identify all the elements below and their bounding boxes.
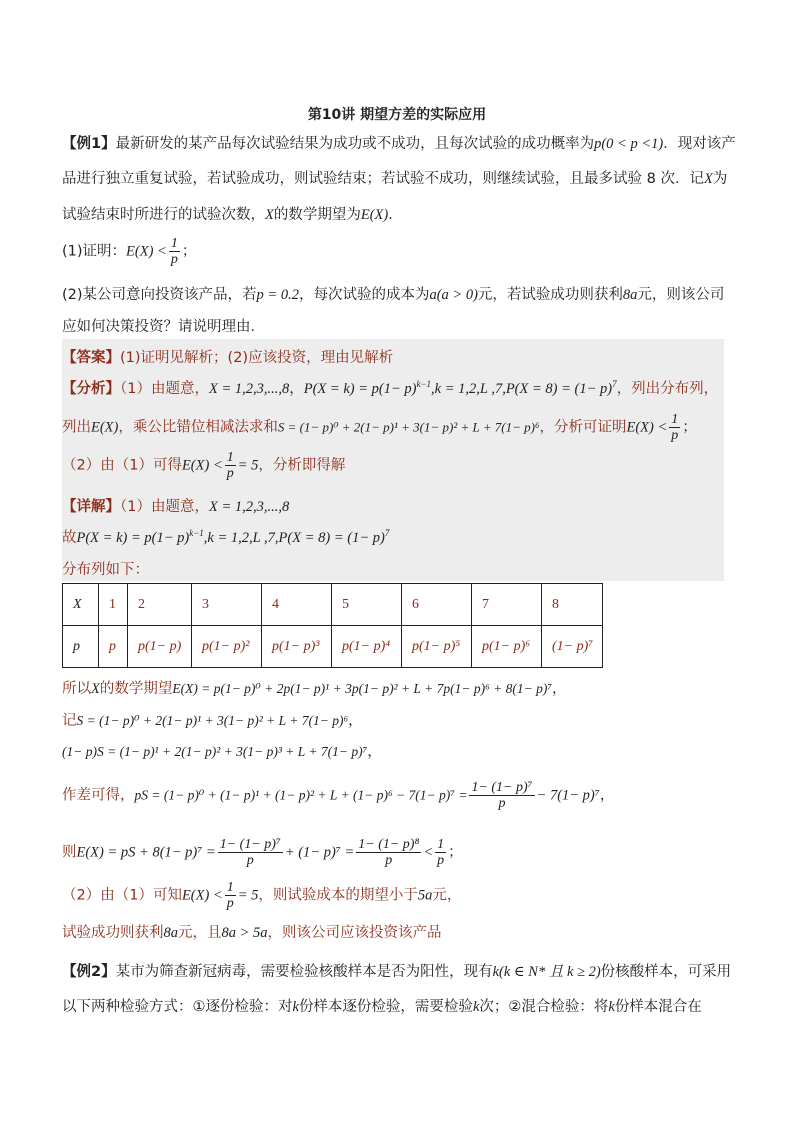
step-5: 则E(X) = pS + 8(1− p)⁷ = $\frac{\text{1− (1− p)⁷}}{p}$ + (1− p)⁷ = $\frac{\text{1− (1− p)⁸}}{p}$ < $\frac{1}{p}$ ；: [62, 837, 463, 868]
detail-line-1: 【详解】（1）由题意，X = 1,2,3,...,8: [62, 499, 290, 515]
analysis-tag: 【分析】: [62, 381, 120, 397]
step-2: 记S = (1− p)⁰ + 2(1− p)¹ + 3(1− p)² + L + 7(1− p)⁶，: [62, 713, 363, 729]
fraction: $\frac{1}{p}$: [170, 236, 178, 267]
fraction: $\frac{\text{1− (1− p)⁸}}{p}$: [358, 837, 420, 868]
analysis-line-1: 【分析】（1）由题意，X = 1,2,3,...,8，$P(X = k) = p(1- p)^{k-1},k = 1,2,L$ $,7,P(X = 8) = (1- p)^7$，列出分布列，: [62, 379, 719, 397]
example-2-line-2: 以下两种检验方式：①逐份检验：对k份样本逐份检验，需要检验k次；②混合检验：将k份样本混合在: [62, 999, 702, 1015]
example-tag: 【例1】: [62, 136, 116, 152]
question-1: (1)证明：E(X) < $\frac{1}{p}$ ；: [62, 236, 197, 267]
fraction: $\frac{1}{p}$: [437, 837, 445, 868]
step-4: 作差可得，pS = (1− p)⁰ + (1− p)¹ + (1− p)² + L + (1− p)⁶ − 7(1− p)⁷ = $\frac{\text{1− (1− p)⁷}}{p}$ − 7(1− p)⁷，: [62, 780, 615, 811]
detail-line-3: 分布列如下：: [62, 562, 149, 578]
step-7: 试验成功则获利8a元，且8a > 5a，则该公司应该投资该产品: [62, 925, 442, 941]
answer-tag: 【答案】: [62, 350, 120, 366]
fraction: $\frac{1}{p}$: [226, 450, 234, 481]
question-2-line-2: 应如何决策投资？请说明理由．: [62, 319, 265, 335]
answer-line: 【答案】(1)证明见解析；(2)应该投资，理由见解析: [62, 350, 394, 366]
example-tag: 【例2】: [62, 964, 116, 980]
fraction: $\frac{1}{p}$: [226, 880, 234, 911]
detail-tag: 【详解】: [62, 499, 120, 515]
example-1-line-3: 试验结束时所进行的试验次数，X的数学期望为E(X)．: [62, 207, 403, 223]
analysis-line-3: （2）由（1）可得E(X) < $\frac{1}{p}$ = 5，分析即得解: [62, 450, 346, 481]
distribution-table: [62, 583, 603, 668]
page-title: 第10讲 期望方差的实际应用: [307, 107, 487, 123]
example-1-line-1: 【例1】最新研发的某产品每次试验结果为成功或不成功，且每次试验的成功概率为p(0 < p <1)．现对该产: [62, 136, 736, 152]
table-row: X 1 2 3 4 5 6 7 8: [63, 584, 603, 626]
fraction: $\frac{\text{1− (1− p)⁷}}{p}$: [219, 837, 281, 868]
step-6: （2）由（1）可知E(X) < $\frac{1}{p}$ = 5，则试验成本的期望小于5a元，: [62, 880, 462, 911]
example-1-line-2: 品进行独立重复试验，若试验成功，则试验结束；若试验不成功，则继续试验，且最多试验 8 次．记X为: [62, 171, 728, 187]
example-2-line-1: 【例2】某市为筛查新冠病毒，需要检验核酸样本是否为阳性，现有k(k ∈ N* 且 k ≥ 2)份核酸样本，可采用: [62, 964, 732, 980]
question-2-line-1: (2)某公司意向投资该产品，若p = 0.2，每次试验的成本为a(a > 0)元，若试验成功则获利8a元，则该公司: [62, 287, 725, 303]
fraction: $\frac{1}{p}$: [671, 412, 679, 443]
step-1: 所以X的数学期望E(X) = p(1− p)⁰ + 2p(1− p)¹ + 3p(1− p)² + L + 7p(1− p)⁶ + 8(1− p)⁷，: [62, 681, 567, 697]
detail-line-2: 故$P(X = k) = p(1- p)^{k-1},k = 1,2,L$ $,7,P(X = 8) = (1- p)^7$: [62, 528, 390, 546]
step-3: (1− p)S = (1− p)¹ + 2(1− p)² + 3(1− p)³ + L + 7(1− p)⁷，: [62, 744, 382, 760]
fraction: $\frac{\text{1− (1− p)⁷}}{p}$: [471, 780, 533, 811]
table-row: p p p(1− p) p(1− p)² p(1− p)³ p(1− p)⁴ p(1− p)⁵ p(1− p)⁶ (1− p)⁷: [63, 626, 603, 668]
analysis-line-2: 列出E(X)，乘公比错位相减法求和S = (1− p)⁰ + 2(1− p)¹ + 3(1− p)² + L + 7(1− p)⁶，分析可证明E(X) < $\frac{1}{p}$ ；: [62, 412, 697, 443]
